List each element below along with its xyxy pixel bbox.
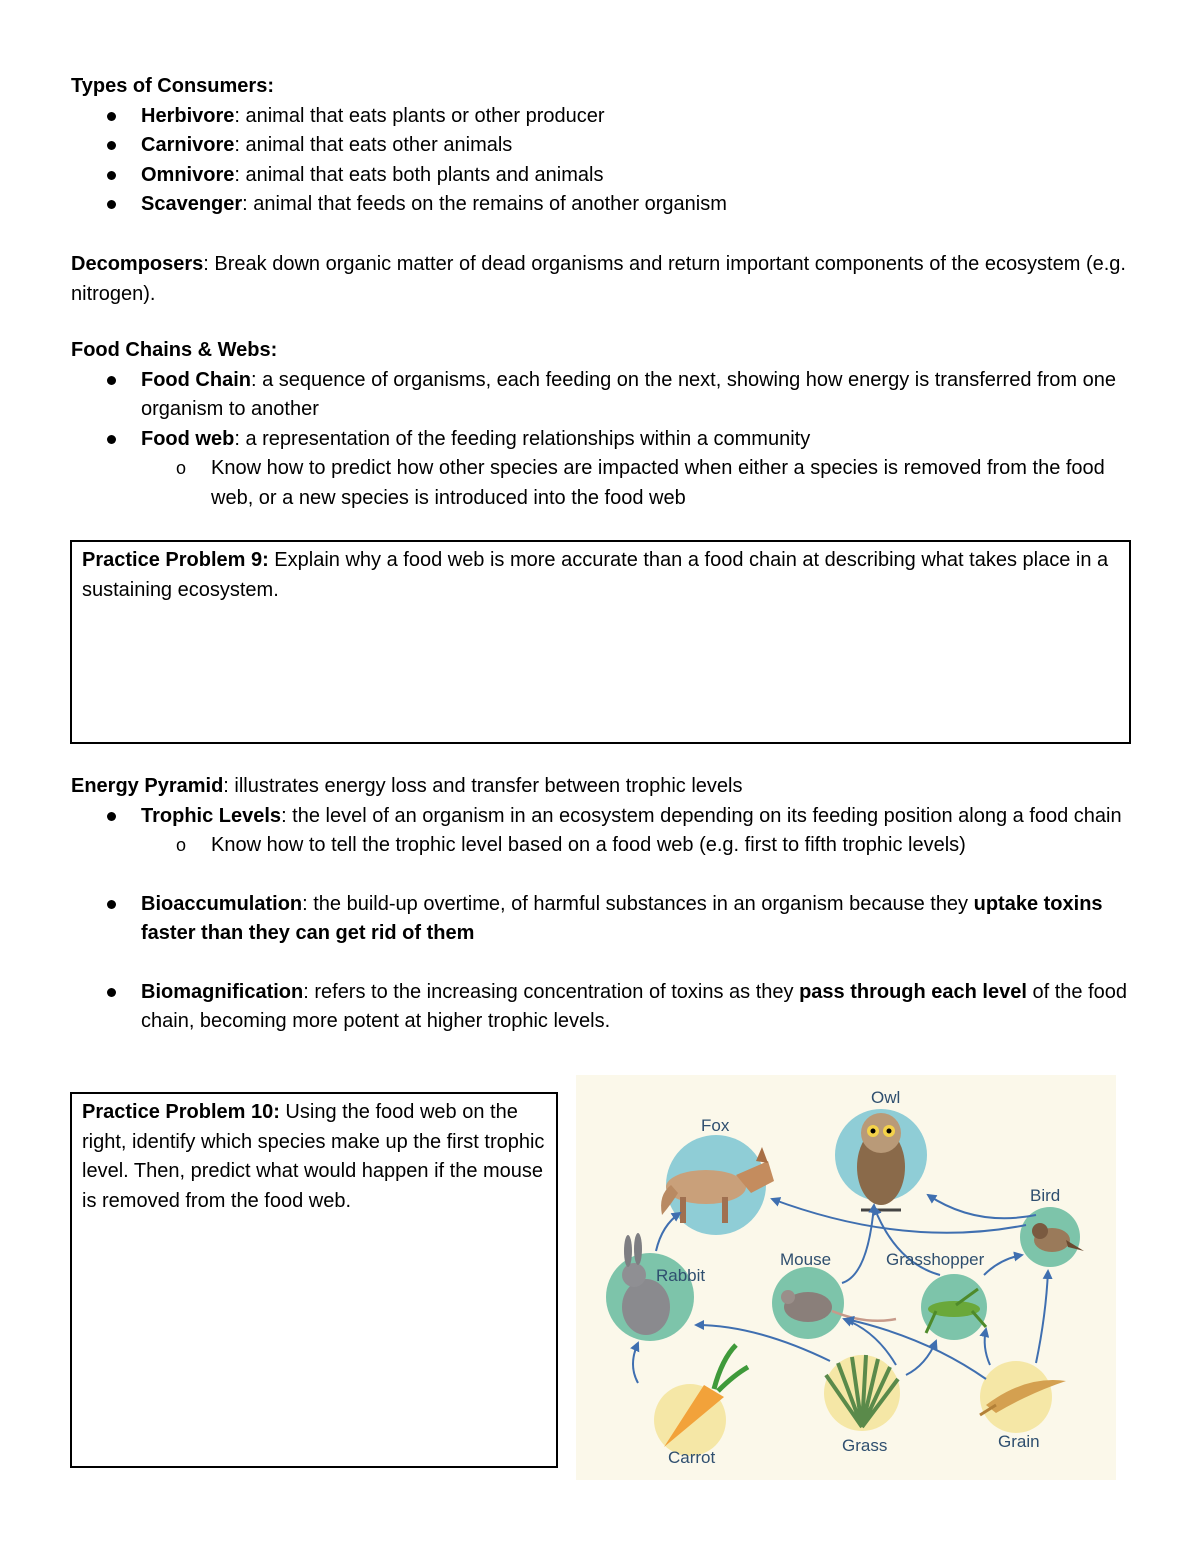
- list-item: Bioaccumulation: the build-up overtime, of harmful substances in an organism because they uptake toxins faster than they can get rid of them: [71, 890, 1131, 949]
- list-item: Biomagnification: refers to the increasing concentration of toxins as they pass through each level of the food chain, becoming more potent at higher trophic levels.: [71, 978, 1131, 1037]
- list-item: Food Chain: a sequence of organisms, each feeding on the next, showing how energy is transferred from one organism to another: [71, 366, 1131, 425]
- problem-10-label: Practice Problem 10:: [82, 1101, 280, 1123]
- food-chains-heading: Food Chains & Webs:: [71, 339, 278, 361]
- problem-9-label: Practice Problem 9:: [82, 549, 269, 571]
- list-item: Scavenger: animal that feeds on the remains of another organism: [71, 190, 1131, 220]
- practice-problem-9-box[interactable]: [70, 540, 1131, 744]
- food-web-svg: [576, 1075, 1116, 1480]
- list-item: Trophic Levels: the level of an organism in an ecosystem depending on its feeding position along a food chain o Know how to tell the trophic level based on a food web (e.g. first to fifth trophic levels): [71, 802, 1131, 861]
- decomposers-term: Decomposers: [71, 253, 204, 275]
- decomposers-def: : Break down organic matter of dead organisms and return important components of the ecosystem (e.g. nitrogen).: [71, 253, 1126, 305]
- problem-9-text: Explain why a food web is more accurate than a food chain at describing what takes place in a sustaining ecosystem.: [82, 549, 1109, 601]
- sub-list-item: o Know how to predict how other species are impacted when either a species is removed from the food web, or a new species is introduced into the food web: [141, 454, 1131, 513]
- mouse-label: Mouse: [780, 1250, 832, 1269]
- rabbit-label: Rabbit: [656, 1266, 706, 1285]
- grain-label: Grain: [998, 1432, 1040, 1451]
- owl-label: Owl: [871, 1088, 901, 1107]
- list-item: Herbivore: animal that eats plants or other producer: [71, 102, 1131, 132]
- list-item: Carnivore: animal that eats other animals: [71, 131, 1131, 161]
- problem-10-text: Using the food web on the right, identify which species make up the first trophic level. Then, predict what would happen if the mouse is removed from the food web.: [82, 1101, 545, 1212]
- consumers-list: [71, 102, 1131, 220]
- consumers-heading: Types of Consumers:: [71, 75, 274, 97]
- list-item: Food web: a representation of the feeding relationships within a community o Know how to predict how other species are impacted when either a species is removed from the food web, or a new species is introduced into the food web: [71, 425, 1131, 514]
- bird-label: Bird: [1030, 1186, 1061, 1205]
- decomposers-section: [71, 250, 1131, 309]
- carrot-label: Carrot: [668, 1448, 716, 1467]
- fox-label: Fox: [701, 1116, 730, 1135]
- consumers-section: [71, 72, 1131, 220]
- grasshopper-label: Grasshopper: [886, 1250, 985, 1269]
- food-web-diagram: [576, 1075, 1116, 1480]
- sub-list-item: o Know how to tell the trophic level based on a food web (e.g. first to fifth trophic levels): [141, 831, 1131, 861]
- energy-term: Energy Pyramid: [71, 775, 224, 797]
- grass-label: Grass: [842, 1436, 888, 1455]
- food-chains-section: [71, 336, 1131, 513]
- energy-section: Energy Pyramid: illustrates energy loss and transfer between trophic levels Trophic Levels: the level of an organism in an ecosystem depending on its feeding position along a food chain o Know how to tell the trophic level based on a food web (e.g. first to fifth trophic levels) Bioaccumulation: the build-up overtime, of harmful substances in an organism because they uptake toxins faster than they can get rid of them Biomagnification: refers to the increasing concentration of toxins as they pass through each level of the food chain, becoming more potent at higher trophic levels.: [71, 772, 1131, 1037]
- list-item: Omnivore: animal that eats both plants and animals: [71, 161, 1131, 191]
- practice-problem-10-box[interactable]: [70, 1092, 558, 1468]
